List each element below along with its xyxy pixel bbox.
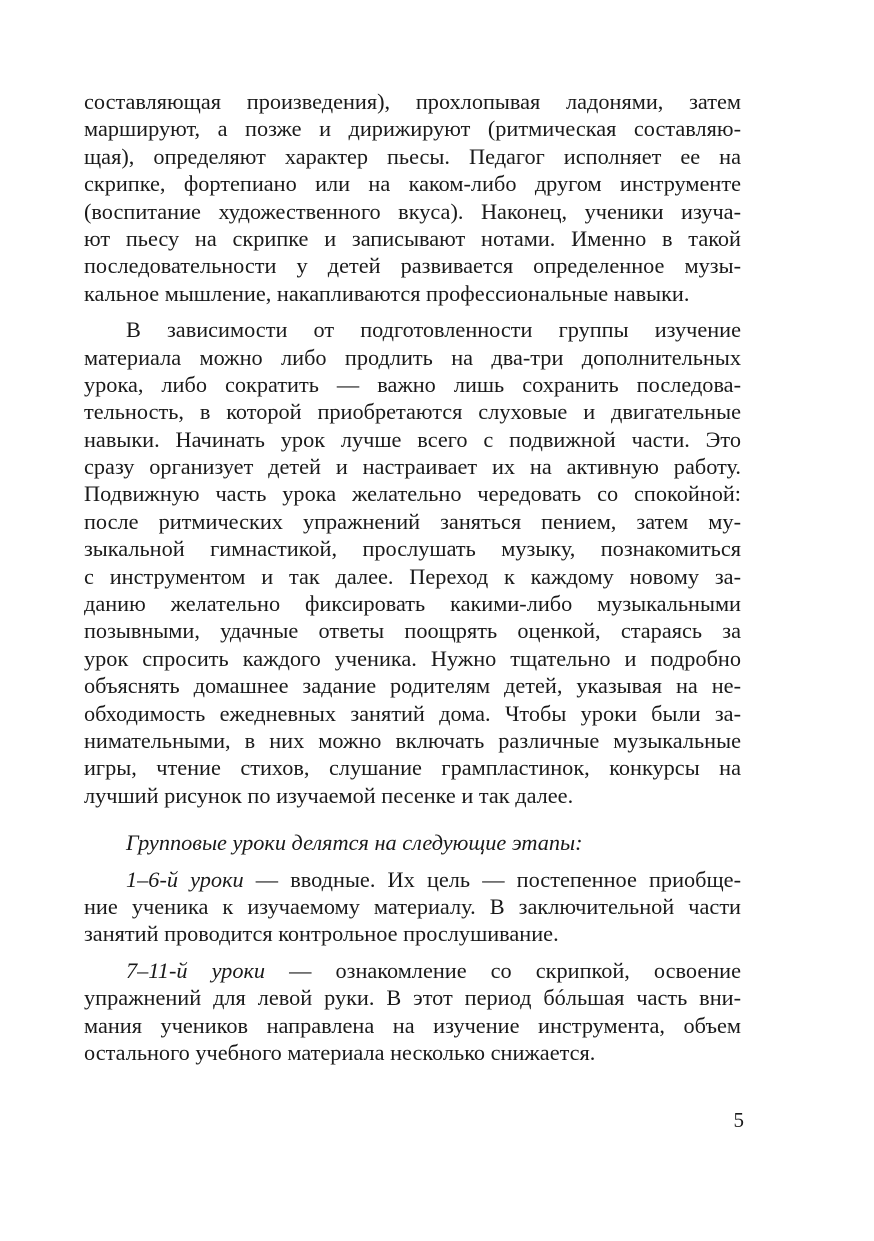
stages-heading — [84, 829, 741, 856]
text-line: обходимость ежедневных занятий дома. Чтобы уроки были за- — [84, 700, 741, 726]
text-line: с инструментом и так далее. Переход к каждому новому за- — [84, 563, 741, 589]
text-line: сразу организует детей и настраивает их на активную работу. — [84, 454, 741, 480]
stage-description-start: — ознакомление со скрипкой, освоение — [265, 957, 741, 983]
text-line: кальное мышление, накапливаются профессиональные навыки. — [84, 280, 690, 306]
text-line: тельность, в которой приобретаются слуховые и двигательные — [84, 399, 741, 425]
text-line: скрипке, фортепиано или на каком-либо другом инструменте — [84, 171, 741, 197]
text-line: (воспитание художественного вкуса). Наконец, ученики изуча- — [84, 198, 741, 224]
text-line: занятий проводится контрольное прослушивание. — [84, 921, 559, 947]
stage-description-start: — вводные. Их цель — постепенное приобще- — [243, 866, 741, 892]
text-line: ние ученика к изучаемому материалу. В заключительной части — [84, 893, 741, 919]
text-line: объяснять домашнее задание родителям детей, указывая на не- — [84, 673, 741, 699]
text-line: данию желательно фиксировать какими-либо музыкальными — [84, 591, 741, 617]
text-line: мания учеников направлена на изучение инструмента, объем — [84, 1012, 741, 1038]
stages-heading-text: Групповые уроки делятся на следующие этапы: — [126, 830, 583, 856]
text-line — [84, 866, 741, 893]
text-line: маршируют, а позже и дирижируют (ритмическая составляю- — [84, 116, 741, 142]
text-line: В зависимости от подготовленности группы изучение — [126, 317, 741, 343]
text-line: урок спросить каждого ученика. Нужно тщательно и подробно — [84, 645, 741, 671]
text-line: игры, чтение стихов, слушание грампластинок, конкурсы на — [84, 755, 741, 781]
text-line: позывными, удачные ответы поощрять оценкой, стараясь за — [84, 618, 741, 644]
text-line: навыки. Начинать урок лучше всего с подвижной части. Это — [84, 426, 741, 452]
stage-term: 1–6-й уроки — [126, 866, 244, 892]
text-line: остального учебного материала несколько снижается. — [84, 1039, 596, 1065]
text-line: щая), определяют характер пьесы. Педагог исполняет ее на — [84, 143, 741, 169]
stage-7-11-paragraph — [84, 957, 741, 1067]
text-line: нимательными, в них можно включать различные музыкальные — [84, 727, 741, 753]
text-line: лучший рисунок по изучаемой песенке и так далее. — [84, 782, 574, 808]
text-line: после ритмических упражнений заняться пением, затем му- — [84, 508, 741, 534]
paragraph-continuation — [84, 88, 741, 307]
text-line: ют пьесу на скрипке и записывают нотами. Именно в такой — [84, 225, 741, 251]
page-number: 5 — [733, 1108, 744, 1132]
stage-1-6-paragraph — [84, 866, 741, 948]
page-body — [84, 88, 741, 1066]
stage-term: 7–11-й уроки — [126, 957, 266, 983]
paragraph-lesson-structure — [84, 316, 741, 809]
text-line: материала можно либо продлить на два-три дополнительных — [84, 344, 741, 370]
text-line — [84, 957, 741, 984]
text-line: урока, либо сократить — важно лишь сохранить последова- — [84, 371, 741, 397]
text-line: последовательности у детей развивается определенное музы- — [84, 253, 741, 279]
text-line: зыкальной гимнастикой, прослушать музыку, познакомиться — [84, 536, 741, 562]
text-line: составляющая произведения), прохлопывая ладонями, затем — [84, 89, 741, 114]
text-line: Подвижную часть урока желательно чередовать со спокойной: — [84, 481, 741, 507]
text-line: упражнений для левой руки. В этот период бóльшая часть вни- — [84, 985, 741, 1011]
